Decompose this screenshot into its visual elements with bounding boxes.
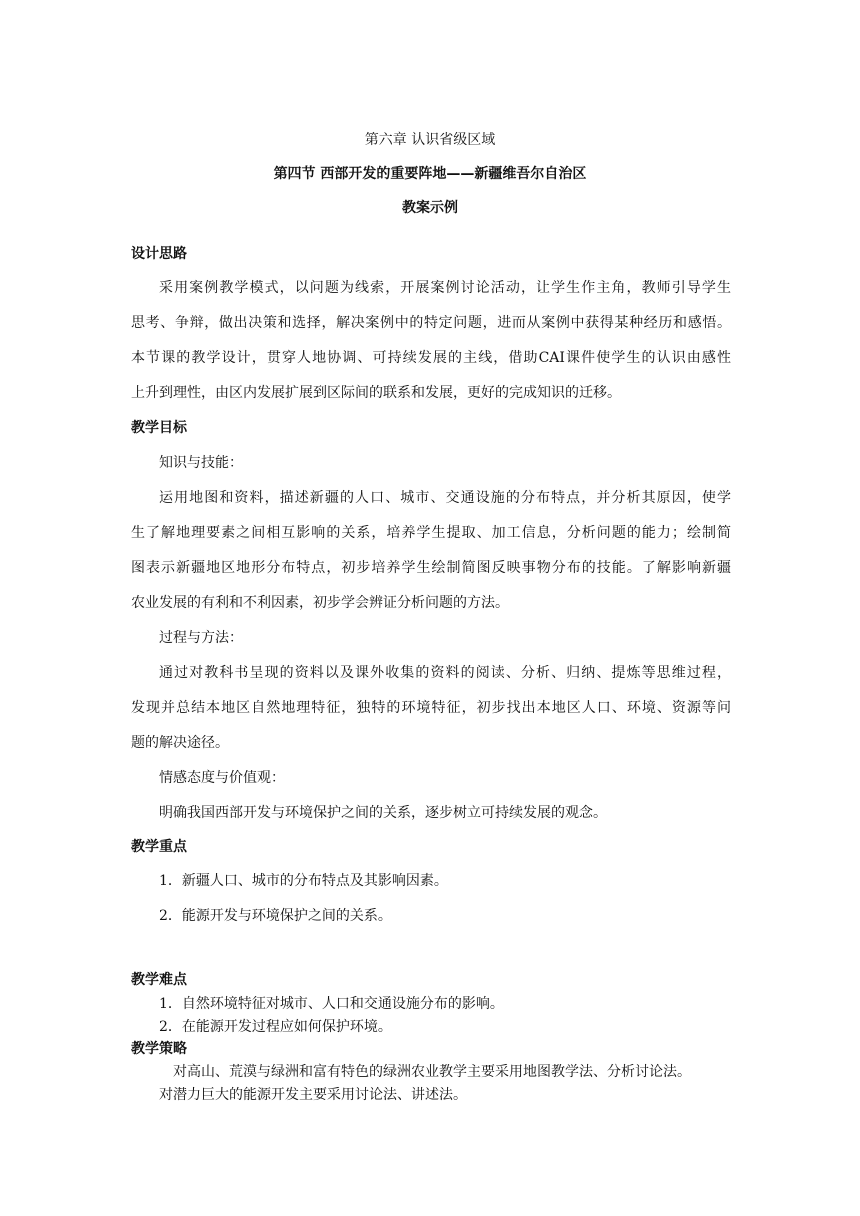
strategy-paragraph-line: 对潜力巨大的能源开发主要采用讨论法、讲述法。 xyxy=(159,1087,467,1103)
emotion-label: 情感态度与价值观： xyxy=(159,770,285,786)
difficulty-item: 1．自然环境特征对城市、人口和交通设施分布的影响。 xyxy=(159,996,504,1012)
knowledge-paragraph-line: 农业发展的有利和不利因素，初步学会辨证分析问题的方法。 xyxy=(131,595,509,611)
chapter-title: 第六章 认识省级区域 xyxy=(364,132,496,148)
design-paragraph-line: 本节课的教学设计，贯穿人地协调、可持续发展的主线，借助CAI课件使学生的认识由感性 xyxy=(131,350,731,366)
emotion-paragraph-line: 明确我国西部开发与环境保护之间的关系，逐步树立可持续发展的观念。 xyxy=(159,805,607,821)
process-label: 过程与方法： xyxy=(159,630,243,646)
knowledge-paragraph-line: 生了解地理要素之间相互影响的关系，培养学生提取、加工信息，分析问题的能力；绘制简 xyxy=(131,525,731,541)
key-points-heading: 教学重点 xyxy=(131,839,187,855)
strategy-heading: 教学策略 xyxy=(131,1041,187,1057)
key-point-item: 2．能源开发与环境保护之间的关系。 xyxy=(159,908,392,924)
difficulties-heading: 教学难点 xyxy=(131,972,187,988)
design-paragraph-line: 思考、争辩，做出决策和选择，解决案例中的特定问题，进而从案例中获得某种经历和感悟。 xyxy=(131,315,731,331)
key-point-item: 1．新疆人口、城市的分布特点及其影响因素。 xyxy=(159,873,448,889)
strategy-paragraph-line: 对高山、荒漠与绿洲和富有特色的绿洲农业教学主要采用地图教学法、分析讨论法。 xyxy=(173,1064,691,1080)
goals-heading: 教学目标 xyxy=(131,420,187,436)
knowledge-paragraph-line: 图表示新疆地区地形分布特点，初步培养学生绘制简图反映事物分布的技能。了解影响新疆 xyxy=(131,560,731,576)
document-subtitle: 教案示例 xyxy=(402,200,458,216)
process-paragraph-line: 题的解决途径。 xyxy=(131,735,229,751)
design-heading: 设计思路 xyxy=(131,246,187,262)
design-paragraph-line: 采用案例教学模式，以问题为线索，开展案例讨论活动，让学生作主角，教师引导学生 xyxy=(159,280,731,296)
section-title: 第四节 西部开发的重要阵地——新疆维吾尔自治区 xyxy=(273,166,587,182)
knowledge-label: 知识与技能： xyxy=(159,455,243,471)
knowledge-paragraph-line: 运用地图和资料，描述新疆的人口、城市、交通设施的分布特点，并分析其原因，使学 xyxy=(159,490,731,506)
process-paragraph-line: 通过对教科书呈现的资料以及课外收集的资料的阅读、分析、归纳、提炼等思维过程， xyxy=(159,665,731,681)
design-paragraph-line: 上升到理性，由区内发展扩展到区际间的联系和发展，更好的完成知识的迁移。 xyxy=(131,385,621,401)
process-paragraph-line: 发现并总结本地区自然地理特征，独特的环境特征，初步找出本地区人口、环境、资源等问 xyxy=(131,700,731,716)
difficulty-item: 2．在能源开发过程应如何保护环境。 xyxy=(159,1019,392,1035)
